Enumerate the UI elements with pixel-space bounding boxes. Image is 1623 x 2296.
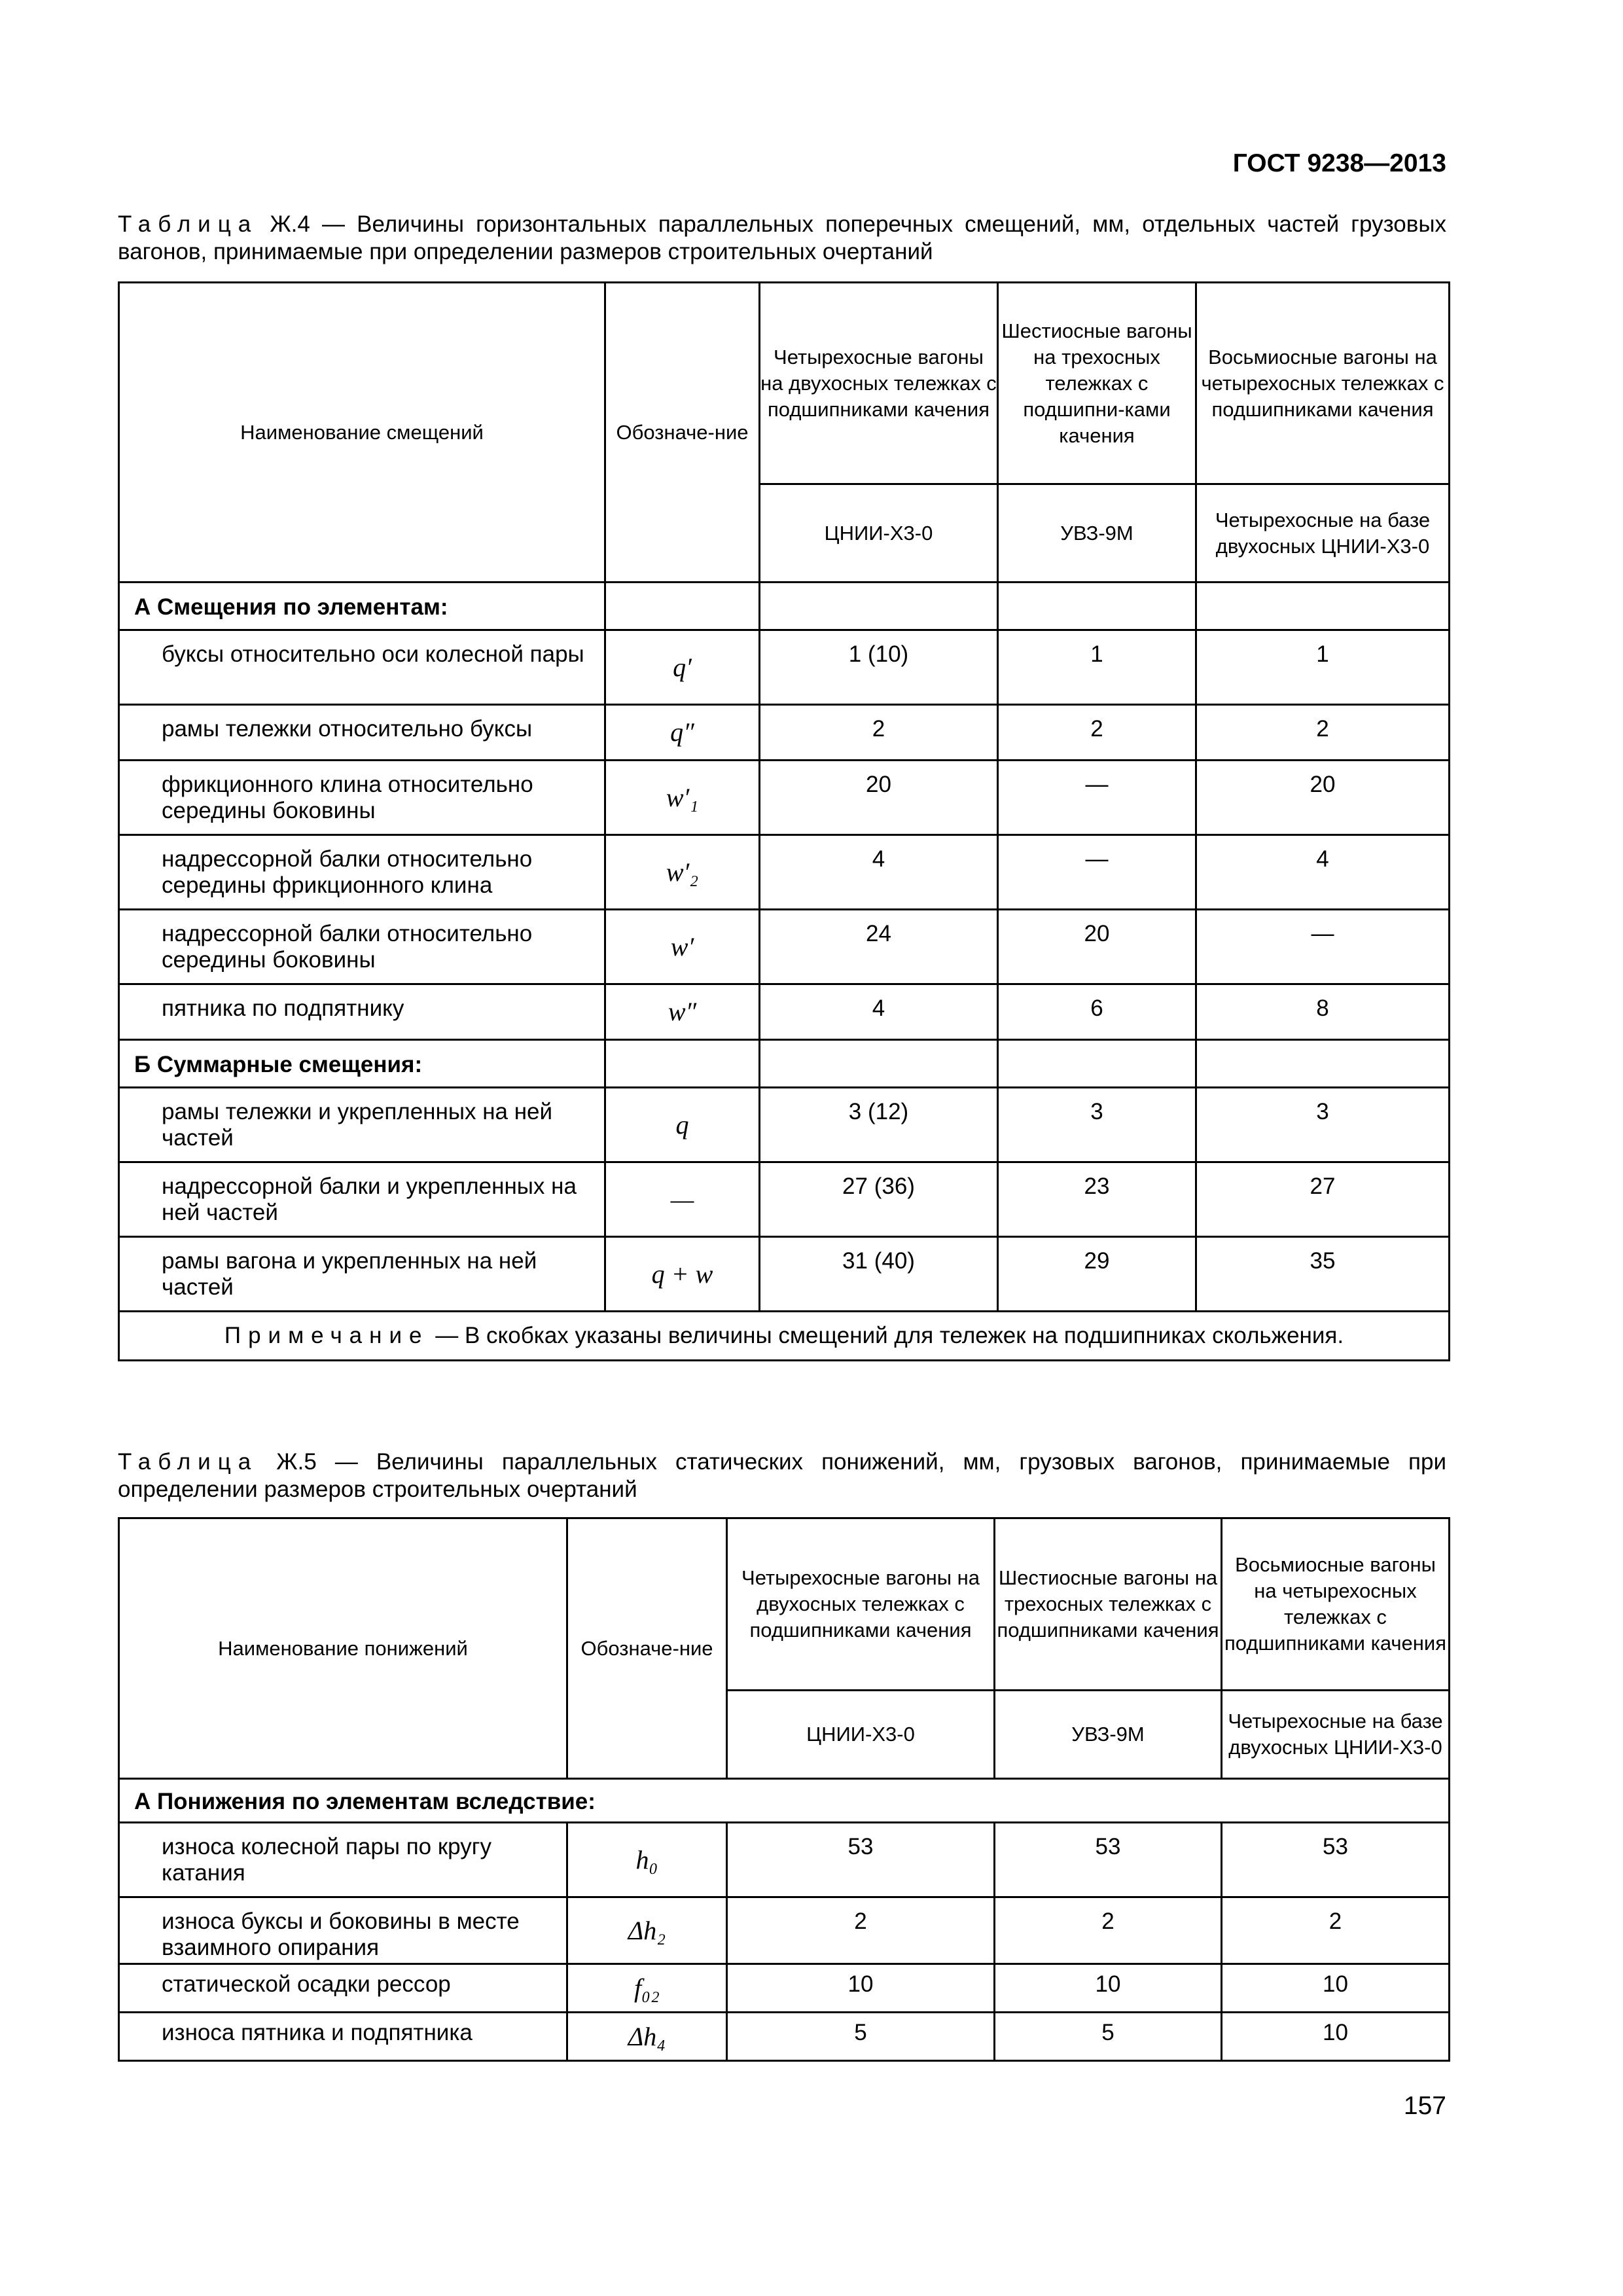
row-value: 2 [1222,1897,1450,1964]
header-symbol: Обозначе-ние [567,1518,727,1779]
subheader-col3: Четырехосные на базе двухосных ЦНИИ-Х3-0 [1222,1691,1450,1779]
row-name: износа колесной пары по кругу катания [119,1823,567,1897]
section-heading: Б Суммарные смещения: [119,1040,605,1088]
row-value: 35 [1196,1237,1450,1312]
row-symbol: f₀₂ [567,1964,727,2013]
row-symbol: w′₂ [605,835,760,910]
caption-label: Таблица [118,211,259,237]
caption-text: Ж.5 — Величины параллельных статических понижений, мм, грузовых вагонов, принимаемые при определении размеров строительных очертаний [118,1449,1446,1502]
subheader-col2: УВЗ-9М [998,484,1196,583]
row-symbol: q [605,1088,760,1162]
row-value: 2 [760,705,998,761]
row-symbol: w′ [605,910,760,984]
note-label: Примечание [224,1323,429,1348]
row-name: износа буксы и боковины в месте взаимного опирания [119,1897,567,1964]
row-value: 2 [1196,705,1450,761]
table-row [119,705,1450,761]
row-name: статической осадки рессор [119,1964,567,2013]
row-value: 2 [998,705,1196,761]
row-symbol: h₀ [567,1823,727,1897]
row-value: 24 [760,910,998,984]
row-value: 10 [1222,2013,1450,2061]
section-heading: А Понижения по элементам вследствие: [119,1779,1450,1823]
row-value: 10 [727,1964,995,2013]
row-value: 1 [1196,630,1450,705]
row-value: 27 [1196,1162,1450,1237]
table-row [119,1964,1450,2013]
row-value: 4 [1196,835,1450,910]
subheader-col3: Четырехосные на базе двухосных ЦНИИ-Х3-0 [1196,484,1450,583]
table-row [119,1823,1450,1897]
header-col3: Восьмиосные вагоны на четырехосных тележках с подшипниками качения [1196,283,1450,484]
table-row [119,761,1450,835]
header-name: Наименование смещений [119,283,605,583]
row-value: 20 [998,910,1196,984]
row-value: 53 [995,1823,1222,1897]
header-col1: Четырехосные вагоны на двухосных тележках с подшипниками качения [760,283,998,484]
row-name: пятника по подпятнику [119,984,605,1040]
row-name: буксы относительно оси колесной пары [119,630,605,705]
table-note [119,1312,1450,1361]
subheader-col2: УВЗ-9М [995,1691,1222,1779]
table-row [119,1237,1450,1312]
row-symbol: q″ [605,705,760,761]
row-value: 3 [1196,1088,1450,1162]
row-name: рамы вагона и укрепленных на ней частей [119,1237,605,1312]
row-value: — [998,835,1196,910]
row-value: 2 [727,1897,995,1964]
row-value: 10 [1222,1964,1450,2013]
table-zh4-caption [118,211,1446,266]
row-value: 5 [995,2013,1222,2061]
table-row [119,1088,1450,1162]
row-value: 53 [727,1823,995,1897]
row-value: 1 [998,630,1196,705]
row-name: надрессорной балки и укрепленных на ней частей [119,1162,605,1237]
row-value: 2 [995,1897,1222,1964]
header-col3: Восьмиосные вагоны на четырехосных тележках с подшипниками качения [1222,1518,1450,1691]
row-value: 53 [1222,1823,1450,1897]
header-col2: Шестиосные вагоны на трехосных тележках с подшипниками качения [995,1518,1222,1691]
row-symbol: w″ [605,984,760,1040]
row-value: 4 [760,984,998,1040]
page-number: 157 [1403,2092,1446,2120]
row-name: износа пятника и подпятника [119,2013,567,2061]
row-value: — [1196,910,1450,984]
section-heading: А Смещения по элементам: [119,583,605,630]
subheader-col1: ЦНИИ-Х3-0 [727,1691,995,1779]
row-value: 10 [995,1964,1222,2013]
row-name: рамы тележки и укрепленных на ней частей [119,1088,605,1162]
row-value: 27 (36) [760,1162,998,1237]
table-row [119,630,1450,705]
row-value: 23 [998,1162,1196,1237]
document-id: ГОСТ 9238—2013 [1232,149,1446,177]
row-value: 29 [998,1237,1196,1312]
row-name: надрессорной балки относительно середины фрикционного клина [119,835,605,910]
row-value: 5 [727,2013,995,2061]
table-zh5 [118,1517,1450,2062]
table-row [119,835,1450,910]
header-col1: Четырехосные вагоны на двухосных тележках с подшипниками качения [727,1518,995,1691]
row-value: 6 [998,984,1196,1040]
row-value: 20 [1196,761,1450,835]
row-name: рамы тележки относительно буксы [119,705,605,761]
row-value: 4 [760,835,998,910]
header-col2: Шестиосные вагоны на трехосных тележках с подшипни-ками качения [998,283,1196,484]
table-row [119,1162,1450,1237]
row-value: 3 [998,1088,1196,1162]
row-symbol: Δh₄ [567,2013,727,2061]
row-symbol: q + w [605,1237,760,1312]
row-name: надрессорной балки относительно середины боковины [119,910,605,984]
table-row [119,984,1450,1040]
header-name: Наименование понижений [119,1518,567,1779]
table-row [119,1897,1450,1964]
row-value: 20 [760,761,998,835]
row-symbol: Δh₂ [567,1897,727,1964]
caption-text: Ж.4 — Величины горизонтальных параллельных поперечных смещений, мм, отдельных частей грузовых вагонов, принимаемые при определении размеров строительных очертаний [118,211,1446,264]
header-symbol: Обозначе-ние [605,283,760,583]
table-row [119,910,1450,984]
row-symbol: q′ [605,630,760,705]
row-value: 1 (10) [760,630,998,705]
table-zh5-caption [118,1448,1446,1503]
table-row [119,2013,1450,2061]
row-value: 8 [1196,984,1450,1040]
row-symbol: w′₁ [605,761,760,835]
row-value: 3 (12) [760,1088,998,1162]
subheader-col1: ЦНИИ-Х3-0 [760,484,998,583]
row-value: — [998,761,1196,835]
table-zh4 [118,281,1450,1361]
caption-label: Таблица [118,1449,259,1475]
row-value: 31 (40) [760,1237,998,1312]
row-symbol: — [605,1162,760,1237]
row-name: фрикционного клина относительно середины боковины [119,761,605,835]
note-text: — В скобках указаны величины смещений для тележек на подшипниках скольжения. [429,1323,1344,1348]
